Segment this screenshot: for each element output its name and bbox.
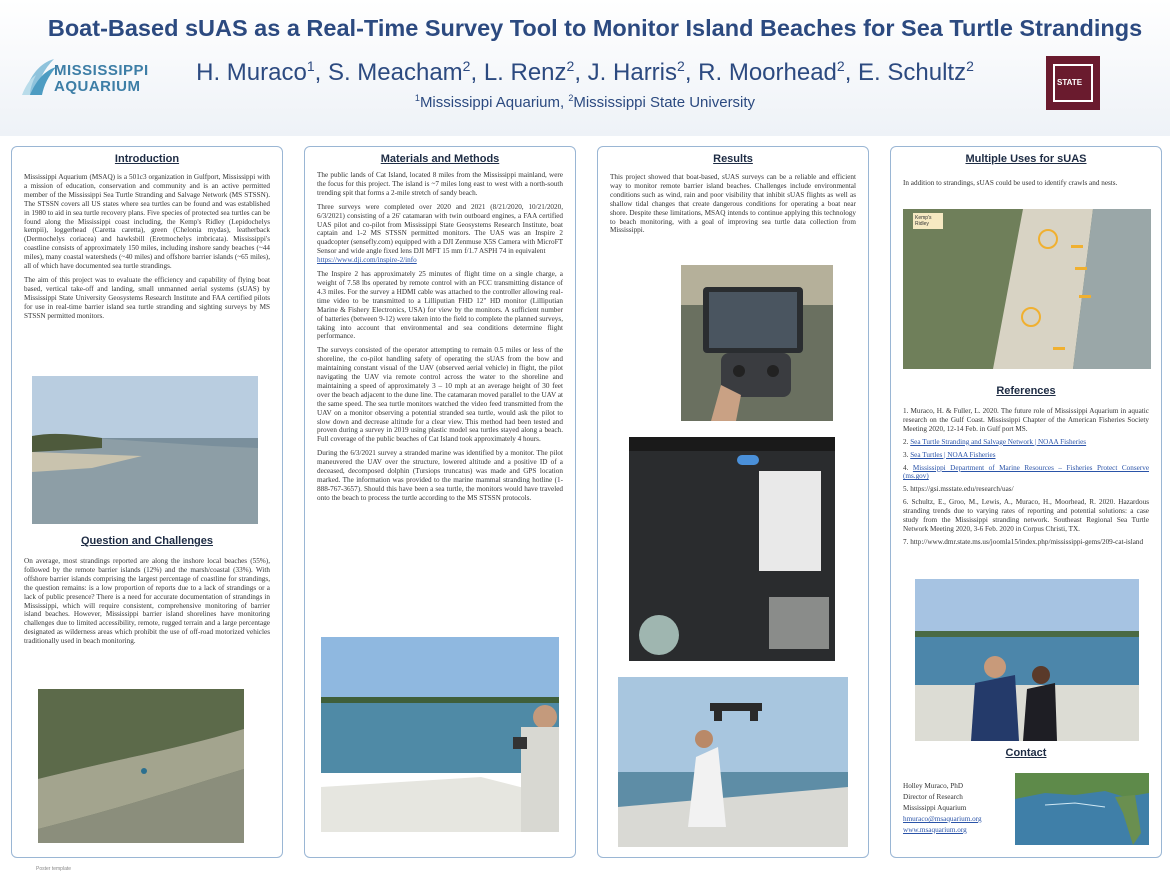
uses-references-panel (890, 146, 1162, 858)
gulf-map (1015, 773, 1149, 845)
shoreline-photo (32, 376, 258, 524)
aerial-nest-image (903, 209, 1151, 369)
contact-title: Contact (1005, 747, 1047, 759)
reference-item: 1. Muraco, H. & Fuller, L. 2020. The future role of Mississippi Aquarium in aquatic research on the Gulf Coast. Mississippi Chapter of the American Fisheries Society Meeting 2020, 12-14 Feb. in Gulf port MS. (903, 407, 1149, 433)
questions-title: Question and Challenges (80, 535, 214, 547)
introduction-panel (11, 146, 283, 858)
boat-pilot-photo (321, 637, 559, 832)
reference-link[interactable]: Sea Turtle Stranding and Salvage Network | NOAA Fisheries (910, 437, 1087, 446)
footer-credit: Poster template (36, 866, 72, 872)
msu-m-mark (1053, 64, 1093, 102)
aerial-beach-photo (38, 689, 244, 843)
reference-item: 6. Schultz, E., Groo, M., Lewis, A., Muraco, H., Moorhead, R. 2020. Hazardous stranding trends due to varying rates of reporting and potential solutions: a case study from the Mississippi stranding network. Southeast Regional Sea Turtle Network Meeting 2020, 3-6 Feb. 2020 in Corpus Christi, TX. (903, 498, 1149, 533)
drone-launch-photo (618, 677, 848, 847)
affiliation-name: Mississippi Aquarium (419, 94, 560, 111)
methods-title: Materials and Methods (380, 153, 500, 165)
methods-text (317, 171, 563, 508)
contact-website[interactable]: www.msaquarium.org (903, 826, 967, 834)
results-text (610, 173, 856, 240)
author-name: L. Renz (483, 59, 567, 86)
references-title: References (996, 385, 1056, 397)
methods-paragraph: The surveys consisted of the operator attempting to remain 0.5 miles or less of the shoreline, the co-pilot handling safety of operating the sUAS from the bow and maintaining constant visual of the UAV (observed aerial vehicle) in flight, the pilot navigating the UAV via remote control across the water to the shoreline and maintaining a speed of approximately 3 – 10 mph at an average height of 30 feet over the beach adjacent to the dune line. The catamaran moved parallel to the UAV at the same speed. The sea turtle monitors watched the video feed transmitted from the UAV on a monitor observing a potential stranded sea turtle, would ask the pilot to slow down and decrease altitude for a clear view. This method had been tested and proven during a survey in 2019 using plastic model sea turtles stayed along a beach. Full coverage of the public beaches of Cat Island took approximately 4 hours. (317, 346, 563, 444)
methods-paragraph: Three surveys were completed over 2020 and 2021 (8/21/2020, 10/21/2020, 6/3/2021) consisting of a 26' catamaran with twin outboard engines, a FAA certified UAS pilot and co-pilot from Mississippi State Geosystems Research Institute, boat captain and 1-2 MS STSSN permitted monitors. The UAS was an Inspire 2 quadcopter (sensefly.com) equipped with a DJI Zenmuse X5S Camera with MicroFT Sensor and wide angle fixed lens DJI MFT 15 mm f/1.7 ASPH 74 in equivalent (317, 202, 563, 256)
reference-item[interactable]: 2. Sea Turtle Stranding and Salvage Network | NOAA Fisheries (903, 437, 1087, 446)
mississippi-aquarium-logo (20, 55, 160, 100)
author-name: E. Schultz (858, 59, 967, 86)
author-affiliation-mark: 2 (566, 58, 575, 74)
msu-logo-text: STATE (1057, 78, 1083, 87)
author-name: R. Moorhead (698, 59, 837, 86)
reference-link[interactable]: Mississippi Department of Marine Resources – Fisheries Protect Conserve (ms.gov) (903, 463, 1150, 481)
introduction-paragraph: The aim of this project was to evaluate the efficiency and capability of flying boat based, vertical take-off and landing, small unmanned aerial systems (sUAS) by Mississippi State University Geosystems Research Institute and FAA certified pilots for use in real-time barrier island sea turtle stranding and sighting surveys by MS STSSN permitted monitors. (24, 275, 270, 320)
author-affiliation-mark: 2 (677, 58, 685, 74)
reference-items (903, 407, 1149, 547)
msu-logo (1046, 56, 1100, 110)
affiliation-mark: 2 (568, 93, 574, 103)
introduction-text (24, 173, 270, 326)
references-list (903, 407, 1149, 551)
photo-label: Kemp's Ridley (915, 215, 932, 227)
dji-link[interactable]: https://www.dji.com/inspire-2/info (317, 256, 417, 265)
author-affiliation-mark: 1 (306, 58, 315, 74)
contact-info (903, 781, 1023, 836)
author-name: H. Muraco (196, 59, 307, 86)
contact-org: Mississippi Aquarium (903, 804, 967, 812)
wave-icon (20, 55, 58, 99)
contact-email[interactable]: hmuraco@msaquarium.org (903, 815, 982, 823)
methods-paragraph: The public lands of Cat Island, located 8 miles from the Mississippi mainland, were the focus for this project. The island is ~7 miles long east to west with a north-south trending spit that forms a 2-mile stretch of sandy beach. (317, 171, 563, 197)
contact-role: Director of Research (903, 793, 963, 801)
reference-item[interactable]: 3. Sea Turtles | NOAA Fisheries (903, 450, 996, 459)
contact-name: Holley Muraco, PhD (903, 782, 964, 790)
poster-title: Boat-Based sUAS as a Real-Time Survey Tool to Monitor Island Beaches for Sea Turtle Strandings (47, 15, 1143, 41)
reference-item[interactable]: 4. Mississippi Department of Marine Resources – Fisheries Protect Conserve (ms.gov) (903, 463, 1150, 481)
author-affiliation-mark: 2 (966, 58, 974, 74)
results-paragraph: This project showed that boat-based, sUAS surveys can be a reliable and efficient way to monitor remote barrier island beaches. Challenges include environmental conditions such as wind, rain and poor visibility that inhibit sUAS flights as well as shallow tidal changes that create dangerous conditions for operating a boat near shore. Despite these limitations, MSAQ intends to continue applying this technology to beach monitoring, with a goal of improving sea turtle data collection from Mississippi. (610, 173, 856, 235)
uses-title: Multiple Uses for sUAS (965, 153, 1087, 165)
results-panel (597, 146, 869, 858)
aerial-nest-photo (903, 209, 1151, 369)
author-affiliation-mark: 2 (462, 58, 471, 74)
introduction-paragraph: Mississippi Aquarium (MSAQ) is a 501c3 organization in Gulfport, Mississippi with a mission of education, conservation and community and is an active permitted member of the Mississippi Sea Turtle Stranding and Salvage Network (MS STSSN). The STSSN covers all US states where sea turtles can be found and was established in 1980 to aid in sea turtle recovery plans. Five species of protected sea turtles can be found along the Mississippi coast including, the Kemp's Ridley (Lepidochelys kempii), loggerhead (Caretta caretta), green (Chelonia mydas), leatherback (Dermochelys coriacea) and hawksbill (Eretmochelys imbricata). Mississippi's coastline consists of approximately 150 miles, including inshore sandy beaches (~44 miles), many coastal watersheds (~40 miles) and offshore barrier islands (~65 miles), all of which have documented sea turtle strandings. (24, 173, 270, 271)
author-name: S. Meacham (327, 59, 463, 86)
logo-text-line1: MISSISSIPPI (54, 62, 149, 79)
results-title: Results (713, 153, 753, 165)
reference-link[interactable]: Sea Turtles | NOAA Fisheries (910, 450, 996, 459)
affiliation-name: Mississippi State University (573, 94, 756, 111)
team-boat-photo (915, 579, 1139, 741)
reference-item: 5. https://gsi.msstate.edu/research/uas/ (903, 485, 1014, 494)
author-affiliation-mark: 2 (836, 58, 845, 74)
methods-paragraph: During the 6/3/2021 survey a stranded marine was identified by a monitor. The pilot maneuvered the UAV over the structure, lowered altitude and a positive ID of a deceased, decomposed dolphin (Tursiops truncatus) was made and GPS location marked. The information was provided to the marine mammal stranding hotline (1-888-767-3657). Should this have been a sea turtle, the monitors would have traveled onto the beach to process the turtle according to the MS STSSN protocols. (317, 449, 563, 502)
uses-text (903, 179, 1149, 193)
uses-paragraph: In addition to strandings, sUAS could be used to identify crawls and nests. (903, 179, 1118, 187)
affiliations: $^1$Mississippi Aquarium, $^2$Mississippi State University (414, 93, 756, 111)
controller-tablet-photo (681, 265, 833, 421)
reference-item: 7. http://www.dmr.state.ms.us/joomla15/index.php/mississippi-gems/209-cat-island (903, 537, 1144, 546)
questions-paragraph: On average, most strandings reported are along the inshore local beaches (55%), followed by the remote barrier islands (12%) and the marsh/coastal (33%). With offshore barrier islands comprising the largest percentage of coastline for strandings, the question remains: is a low proportion of reports due to a lack of strandings or a lack of public presence? There is a need for accurate documentation of strandings in Mississippi, which will require consistent, comprehensive monitoring of barrier island beaches. However, Mississippi barrier island shorelines have monitoring challenges due to limited accessibility, remote, rugged terrain and a large percentage designated as wilderness areas which prohibit the use of off-road motorized vehicles traditionally used in beach monitoring. (24, 557, 270, 646)
affiliation-mark: 1 (414, 93, 420, 103)
logo-text-line2: AQUARIUM (54, 78, 141, 95)
introduction-title: Introduction (114, 153, 180, 165)
monitor-screen-photo (629, 437, 835, 661)
author-name: J. Harris (587, 59, 678, 86)
author-list: H. Muraco$^1$, S. Meacham$^2$, L. Renz$^2$, J. Harris$^2$, R. Moorhead$^2$, E. Schultz$^2$ (196, 58, 974, 86)
methods-panel (304, 146, 576, 858)
methods-paragraph: The Inspire 2 has approximately 25 minutes of flight time on a single charge, a weight of 7.58 lbs operated by remote control with an FCC transmitting distance of 4.3 miles. For the survey a HDMI cable was attached to the controller allowing real-time video to be transmitted to a Lilliputian FHD 12" HD monitor (Lilliputian Marine & Fishery Electronics, USA) for view by the monitors. A sufficient number of batteries (between 9-12) were taken into the field to complete the planned surveys, taking into account that environmental and sea conditions determine flight performance. (317, 270, 563, 341)
questions-text (24, 557, 270, 651)
